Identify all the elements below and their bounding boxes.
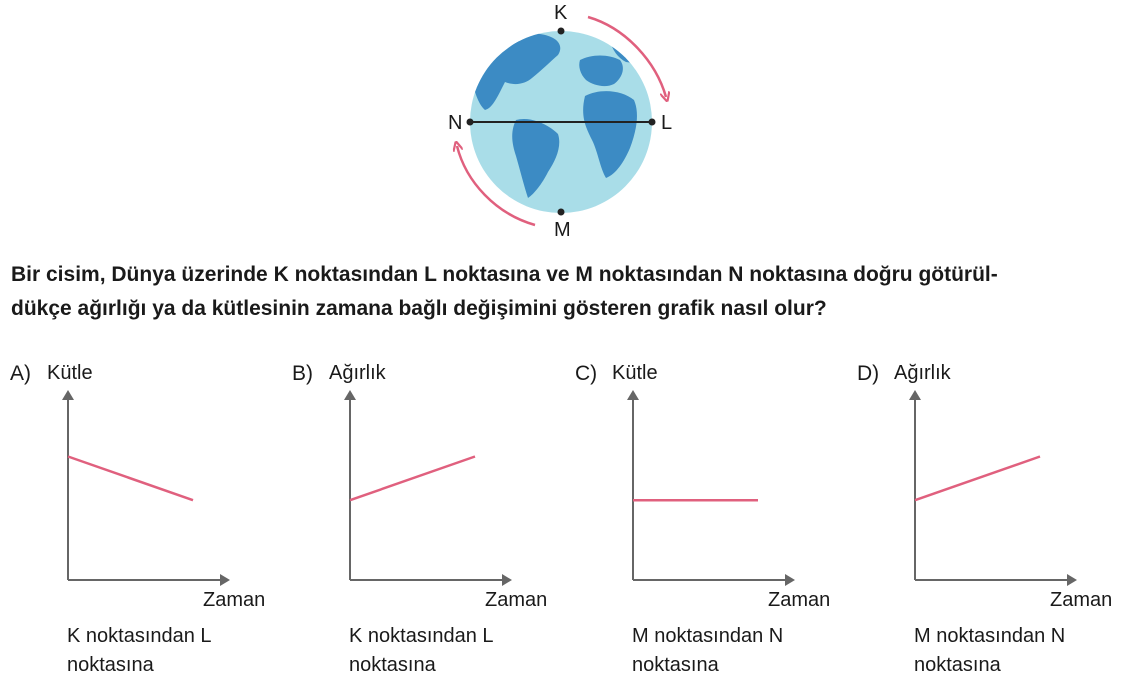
option-c-graph [575, 360, 855, 600]
option-c-y-axis-arrow [627, 390, 639, 400]
option-a-x-axis-arrow [220, 574, 230, 586]
option-d-letter: D) [857, 362, 880, 385]
option-b-xlabel: Zaman [485, 589, 548, 611]
option-d-data-line [915, 457, 1040, 501]
globe-figure [430, 0, 700, 245]
option-d-x-axis-arrow [1067, 574, 1077, 586]
point-l-dot [649, 119, 656, 126]
option-b-ylabel: Ağırlık [329, 362, 386, 384]
option-a-data-line [68, 457, 193, 501]
option-d-xlabel: Zaman [1050, 589, 1113, 611]
option-b-caption-line-2: noktasına [349, 654, 436, 676]
option-c-letter: C) [575, 362, 598, 385]
option-b-x-axis-arrow [502, 574, 512, 586]
point-m-label: M [554, 219, 571, 241]
option-b[interactable] [292, 360, 572, 680]
question-text [11, 258, 1121, 326]
option-a-ylabel: Kütle [47, 362, 93, 384]
option-d[interactable] [857, 360, 1132, 680]
option-b-letter: B) [292, 362, 313, 385]
point-k-label: K [554, 2, 568, 24]
point-k-dot [558, 28, 565, 35]
option-d-caption-line-1: M noktasından N [914, 625, 1066, 647]
option-c-caption-line-2: noktasına [632, 654, 719, 676]
option-b-y-axis-arrow [344, 390, 356, 400]
point-n-dot [467, 119, 474, 126]
option-b-graph [292, 360, 572, 600]
option-a-caption-line-2: noktasına [67, 654, 154, 676]
option-b-data-line [350, 457, 475, 501]
option-d-caption-line-2: noktasına [914, 654, 1001, 676]
option-d-caption [914, 622, 1065, 680]
option-c-ylabel: Kütle [612, 362, 658, 384]
question-line-2: dükçe ağırlığı ya da kütlesinin zamana bağlı değişimini gösteren grafik nasıl olur? [11, 297, 827, 320]
option-c-x-axis-arrow [785, 574, 795, 586]
option-a-caption [67, 622, 212, 680]
option-b-caption [349, 622, 494, 680]
option-a[interactable] [10, 360, 290, 680]
option-a-y-axis-arrow [62, 390, 74, 400]
option-a-caption-line-1: K noktasından L [67, 625, 212, 647]
point-l-label: L [661, 112, 673, 134]
question-line-1: Bir cisim, Dünya üzerinde K noktasından L noktasına ve M noktasından N noktasına doğru götürül- [11, 263, 998, 286]
option-d-ylabel: Ağırlık [894, 362, 951, 384]
option-c-caption [632, 622, 783, 680]
option-a-graph [10, 360, 290, 600]
option-c-xlabel: Zaman [768, 589, 831, 611]
option-c[interactable] [575, 360, 855, 680]
option-b-caption-line-1: K noktasından L [349, 625, 494, 647]
option-a-letter: A) [10, 362, 31, 385]
option-a-xlabel: Zaman [203, 589, 266, 611]
option-c-caption-line-1: M noktasından N [632, 625, 784, 647]
option-d-y-axis-arrow [909, 390, 921, 400]
point-m-dot [558, 209, 565, 216]
point-n-label: N [448, 112, 463, 134]
option-d-graph [857, 360, 1132, 600]
